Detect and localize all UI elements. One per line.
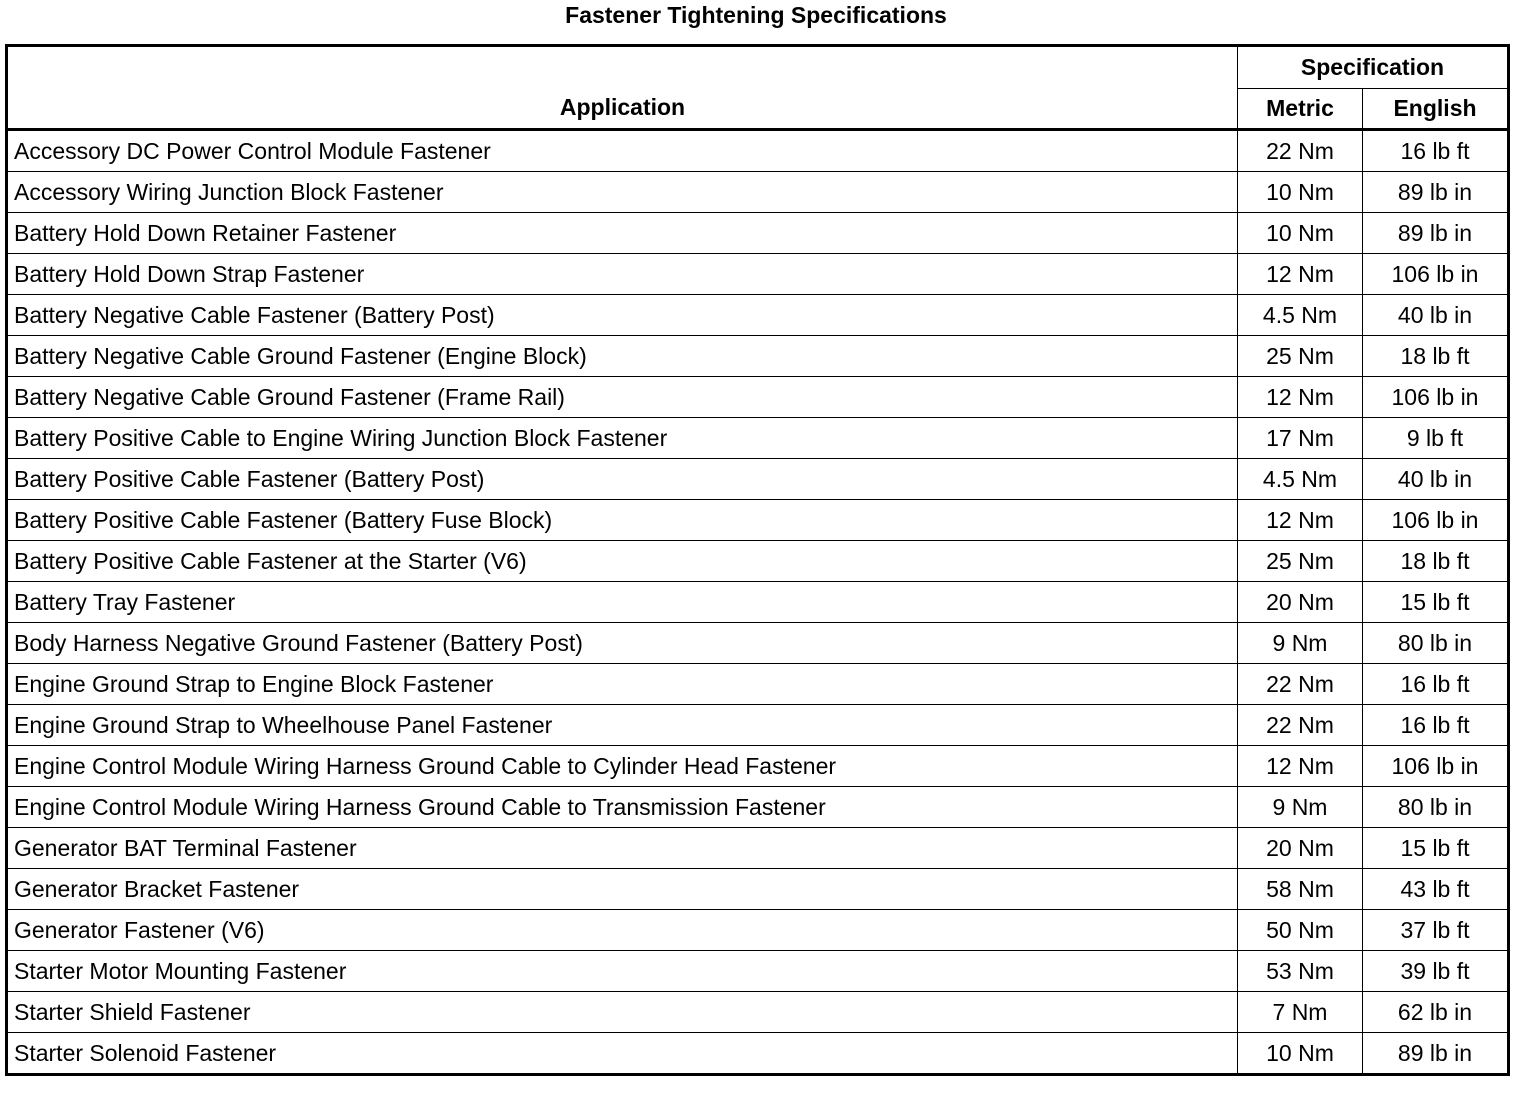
table-row	[7, 336, 1509, 377]
metric-cell: 25 Nm	[1238, 336, 1363, 377]
table-row	[7, 582, 1509, 623]
table-row	[7, 130, 1509, 172]
english-cell: 106 lb in	[1363, 746, 1509, 787]
english-cell: 40 lb in	[1363, 459, 1509, 500]
table-row	[7, 664, 1509, 705]
metric-cell: 22 Nm	[1238, 705, 1363, 746]
metric-cell: 50 Nm	[1238, 910, 1363, 951]
table-row	[7, 418, 1509, 459]
table-row	[7, 459, 1509, 500]
english-cell: 40 lb in	[1363, 295, 1509, 336]
metric-cell: 7 Nm	[1238, 992, 1363, 1033]
application-cell: Engine Control Module Wiring Harness Ground Cable to Cylinder Head Fastener	[7, 746, 1238, 787]
table-row	[7, 910, 1509, 951]
table-row	[7, 172, 1509, 213]
application-cell: Accessory Wiring Junction Block Fastener	[7, 172, 1238, 213]
table-row	[7, 623, 1509, 664]
metric-cell: 12 Nm	[1238, 254, 1363, 295]
metric-cell: 22 Nm	[1238, 130, 1363, 172]
application-cell: Generator Bracket Fastener	[7, 869, 1238, 910]
metric-cell: 4.5 Nm	[1238, 459, 1363, 500]
header-english: English	[1363, 89, 1509, 130]
specifications-table	[5, 44, 1510, 1076]
metric-cell: 20 Nm	[1238, 828, 1363, 869]
application-cell: Battery Positive Cable Fastener (Battery Fuse Block)	[7, 500, 1238, 541]
application-cell: Generator BAT Terminal Fastener	[7, 828, 1238, 869]
english-cell: 89 lb in	[1363, 1033, 1509, 1075]
application-cell: Battery Negative Cable Ground Fastener (Engine Block)	[7, 336, 1238, 377]
application-cell: Battery Negative Cable Ground Fastener (Frame Rail)	[7, 377, 1238, 418]
application-cell: Engine Control Module Wiring Harness Ground Cable to Transmission Fastener	[7, 787, 1238, 828]
english-cell: 18 lb ft	[1363, 541, 1509, 582]
table-row	[7, 992, 1509, 1033]
table-body	[7, 130, 1509, 1075]
application-cell: Generator Fastener (V6)	[7, 910, 1238, 951]
application-cell: Accessory DC Power Control Module Fastener	[7, 130, 1238, 172]
table-row	[7, 746, 1509, 787]
header-metric: Metric	[1238, 89, 1363, 130]
table-row	[7, 295, 1509, 336]
english-cell: 37 lb ft	[1363, 910, 1509, 951]
header-application: Application	[7, 46, 1238, 130]
metric-cell: 12 Nm	[1238, 746, 1363, 787]
english-cell: 106 lb in	[1363, 500, 1509, 541]
metric-cell: 20 Nm	[1238, 582, 1363, 623]
table-row	[7, 705, 1509, 746]
metric-cell: 12 Nm	[1238, 500, 1363, 541]
table-header	[7, 46, 1509, 130]
application-cell: Battery Hold Down Strap Fastener	[7, 254, 1238, 295]
metric-cell: 25 Nm	[1238, 541, 1363, 582]
table-row	[7, 828, 1509, 869]
table-row	[7, 951, 1509, 992]
table-row	[7, 869, 1509, 910]
english-cell: 16 lb ft	[1363, 130, 1509, 172]
metric-cell: 9 Nm	[1238, 787, 1363, 828]
english-cell: 106 lb in	[1363, 377, 1509, 418]
english-cell: 16 lb ft	[1363, 705, 1509, 746]
application-cell: Engine Ground Strap to Engine Block Fastener	[7, 664, 1238, 705]
table-row	[7, 1033, 1509, 1075]
english-cell: 89 lb in	[1363, 172, 1509, 213]
application-cell: Battery Positive Cable to Engine Wiring Junction Block Fastener	[7, 418, 1238, 459]
english-cell: 106 lb in	[1363, 254, 1509, 295]
english-cell: 39 lb ft	[1363, 951, 1509, 992]
header-specification: Specification	[1238, 46, 1509, 89]
metric-cell: 9 Nm	[1238, 623, 1363, 664]
application-cell: Battery Hold Down Retainer Fastener	[7, 213, 1238, 254]
english-cell: 15 lb ft	[1363, 582, 1509, 623]
application-cell: Battery Negative Cable Fastener (Battery Post)	[7, 295, 1238, 336]
metric-cell: 22 Nm	[1238, 664, 1363, 705]
metric-cell: 58 Nm	[1238, 869, 1363, 910]
application-cell: Battery Tray Fastener	[7, 582, 1238, 623]
metric-cell: 17 Nm	[1238, 418, 1363, 459]
metric-cell: 10 Nm	[1238, 1033, 1363, 1075]
english-cell: 43 lb ft	[1363, 869, 1509, 910]
english-cell: 9 lb ft	[1363, 418, 1509, 459]
english-cell: 80 lb in	[1363, 787, 1509, 828]
table-row	[7, 500, 1509, 541]
english-cell: 18 lb ft	[1363, 336, 1509, 377]
application-cell: Engine Ground Strap to Wheelhouse Panel Fastener	[7, 705, 1238, 746]
metric-cell: 12 Nm	[1238, 377, 1363, 418]
metric-cell: 4.5 Nm	[1238, 295, 1363, 336]
metric-cell: 10 Nm	[1238, 213, 1363, 254]
table-row	[7, 377, 1509, 418]
application-cell: Starter Solenoid Fastener	[7, 1033, 1238, 1075]
metric-cell: 10 Nm	[1238, 172, 1363, 213]
table-row	[7, 213, 1509, 254]
english-cell: 15 lb ft	[1363, 828, 1509, 869]
english-cell: 62 lb in	[1363, 992, 1509, 1033]
table-row	[7, 787, 1509, 828]
application-cell: Body Harness Negative Ground Fastener (Battery Post)	[7, 623, 1238, 664]
page-title: Fastener Tightening Specifications	[565, 2, 947, 28]
application-cell: Starter Motor Mounting Fastener	[7, 951, 1238, 992]
application-cell: Battery Positive Cable Fastener (Battery Post)	[7, 459, 1238, 500]
metric-cell: 53 Nm	[1238, 951, 1363, 992]
application-cell: Starter Shield Fastener	[7, 992, 1238, 1033]
table-row	[7, 254, 1509, 295]
application-cell: Battery Positive Cable Fastener at the Starter (V6)	[7, 541, 1238, 582]
english-cell: 80 lb in	[1363, 623, 1509, 664]
english-cell: 89 lb in	[1363, 213, 1509, 254]
english-cell: 16 lb ft	[1363, 664, 1509, 705]
table-row	[7, 541, 1509, 582]
